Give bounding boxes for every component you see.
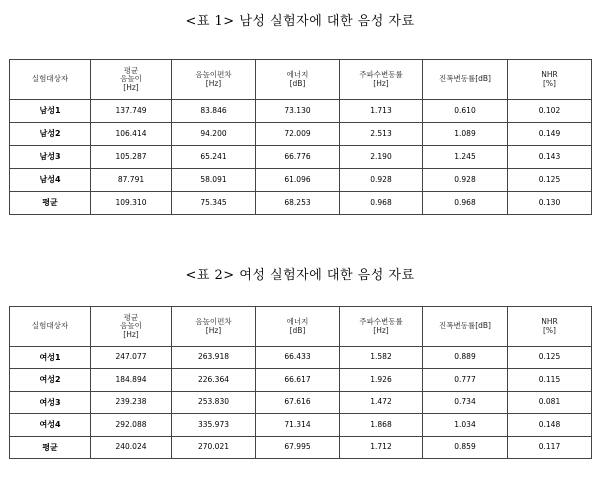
cell-jitter: 1.582 [340,347,423,369]
cell-jitter: 0.968 [340,192,423,215]
cell-energy: 73.130 [256,100,340,123]
cell-energy: 67.616 [256,391,340,413]
cell-shimmer: 0.928 [423,169,508,192]
cell-nhr: 0.125 [508,347,592,369]
cell-jitter: 0.928 [340,169,423,192]
cell-mean-pitch: 106.414 [91,123,172,146]
cell-shimmer: 1.034 [423,414,508,436]
header-line: [Hz] [123,82,139,92]
table-row [10,347,592,369]
cell-pitch-deviation: 226.364 [172,369,256,391]
cell-mean-pitch: 137.749 [91,100,172,123]
cell-nhr: 0.149 [508,123,592,146]
header-line: [dB] [289,325,306,335]
header-shimmer [423,60,508,100]
header-line: 주파수변동률 [359,316,403,326]
cell-pitch-deviation: 75.345 [172,192,256,215]
header-jitter [340,60,423,100]
table-header-row [10,60,592,100]
header-line: 진폭변동률[dB] [439,321,491,331]
table-row [10,100,592,123]
cell-pitch-deviation: 263.918 [172,347,256,369]
table-row [10,369,592,391]
cell-mean-pitch: 239.238 [91,391,172,413]
cell-nhr: 0.117 [508,436,592,458]
header-line: [Hz] [123,329,139,339]
header-line: NHR [541,316,558,326]
row-label: 평균 [10,436,91,458]
cell-mean-pitch: 240.024 [91,436,172,458]
header-subject [10,307,91,347]
header-line: 에너지 [286,316,309,326]
header-energy [256,60,340,100]
table-row [10,391,592,413]
cell-shimmer: 0.610 [423,100,508,123]
cell-mean-pitch: 184.894 [91,369,172,391]
row-label: 남성1 [10,100,91,123]
header-line: 평균 [123,312,139,322]
cell-shimmer: 1.089 [423,123,508,146]
cell-nhr: 0.125 [508,169,592,192]
cell-jitter: 1.926 [340,369,423,391]
header-line: 평균 [123,65,139,75]
cell-jitter: 2.513 [340,123,423,146]
cell-shimmer: 0.968 [423,192,508,215]
cell-mean-pitch: 105.287 [91,146,172,169]
header-nhr [508,60,592,100]
cell-shimmer: 0.859 [423,436,508,458]
table1-male-voice-data [9,59,592,215]
row-label: 남성4 [10,169,91,192]
cell-nhr: 0.148 [508,414,592,436]
header-mean-pitch [91,60,172,100]
header-jitter [340,307,423,347]
cell-pitch-deviation: 83.846 [172,100,256,123]
cell-nhr: 0.081 [508,391,592,413]
cell-energy: 71.314 [256,414,340,436]
table1-caption: <표 1> 남성 실험자에 대한 음성 자료 [185,14,415,29]
cell-mean-pitch: 87.791 [91,169,172,192]
cell-mean-pitch: 109.310 [91,192,172,215]
header-line: 실험대상자 [31,74,69,84]
header-line: 에너지 [286,69,309,79]
row-label: 남성2 [10,123,91,146]
cell-jitter: 1.713 [340,100,423,123]
cell-shimmer: 0.734 [423,391,508,413]
table-row [10,436,592,458]
table2-caption: <표 2> 여성 실험자에 대한 음성 자료 [185,268,415,283]
header-line: [%] [543,78,556,88]
cell-energy: 66.433 [256,347,340,369]
header-line: [Hz] [205,78,222,88]
header-line: 음높이편차 [195,316,232,326]
cell-nhr: 0.102 [508,100,592,123]
row-label: 평균 [10,192,91,215]
header-subject [10,60,91,100]
header-line: [%] [543,325,556,335]
header-nhr [508,307,592,347]
cell-energy: 67.995 [256,436,340,458]
cell-pitch-deviation: 58.091 [172,169,256,192]
cell-shimmer: 0.889 [423,347,508,369]
header-line: 음높이 [120,74,142,84]
cell-jitter: 2.190 [340,146,423,169]
table-row [10,123,592,146]
header-line: [Hz] [373,325,389,335]
cell-nhr: 0.143 [508,146,592,169]
cell-mean-pitch: 247.077 [91,347,172,369]
row-label: 여성4 [10,414,91,436]
header-mean-pitch [91,307,172,347]
cell-energy: 66.617 [256,369,340,391]
table-header-row [10,307,592,347]
header-line: 진폭변동률[dB] [439,74,491,84]
cell-jitter: 1.472 [340,391,423,413]
header-energy [256,307,340,347]
row-label: 여성3 [10,391,91,413]
cell-pitch-deviation: 270.021 [172,436,256,458]
row-label: 여성2 [10,369,91,391]
table-row [10,146,592,169]
table-row [10,169,592,192]
cell-nhr: 0.115 [508,369,592,391]
table-row [10,414,592,436]
cell-shimmer: 0.777 [423,369,508,391]
header-line: 실험대상자 [31,321,69,331]
cell-jitter: 1.868 [340,414,423,436]
header-line: NHR [541,69,558,79]
header-line: [Hz] [373,78,389,88]
cell-pitch-deviation: 253.830 [172,391,256,413]
cell-jitter: 1.712 [340,436,423,458]
header-pitch-deviation [172,60,256,100]
cell-energy: 72.009 [256,123,340,146]
header-line: 음높이편차 [195,69,232,79]
cell-pitch-deviation: 65.241 [172,146,256,169]
table-row [10,192,592,215]
cell-energy: 66.776 [256,146,340,169]
row-label: 남성3 [10,146,91,169]
header-line: [dB] [289,78,306,88]
header-shimmer [423,307,508,347]
header-line: 주파수변동률 [359,69,403,79]
cell-energy: 61.096 [256,169,340,192]
table2-female-voice-data [9,306,592,459]
cell-mean-pitch: 292.088 [91,414,172,436]
header-line: [Hz] [205,325,222,335]
cell-nhr: 0.130 [508,192,592,215]
cell-pitch-deviation: 94.200 [172,123,256,146]
cell-pitch-deviation: 335.973 [172,414,256,436]
cell-shimmer: 1.245 [423,146,508,169]
header-pitch-deviation [172,307,256,347]
header-line: 음높이 [120,321,142,331]
cell-energy: 68.253 [256,192,340,215]
row-label: 여성1 [10,347,91,369]
